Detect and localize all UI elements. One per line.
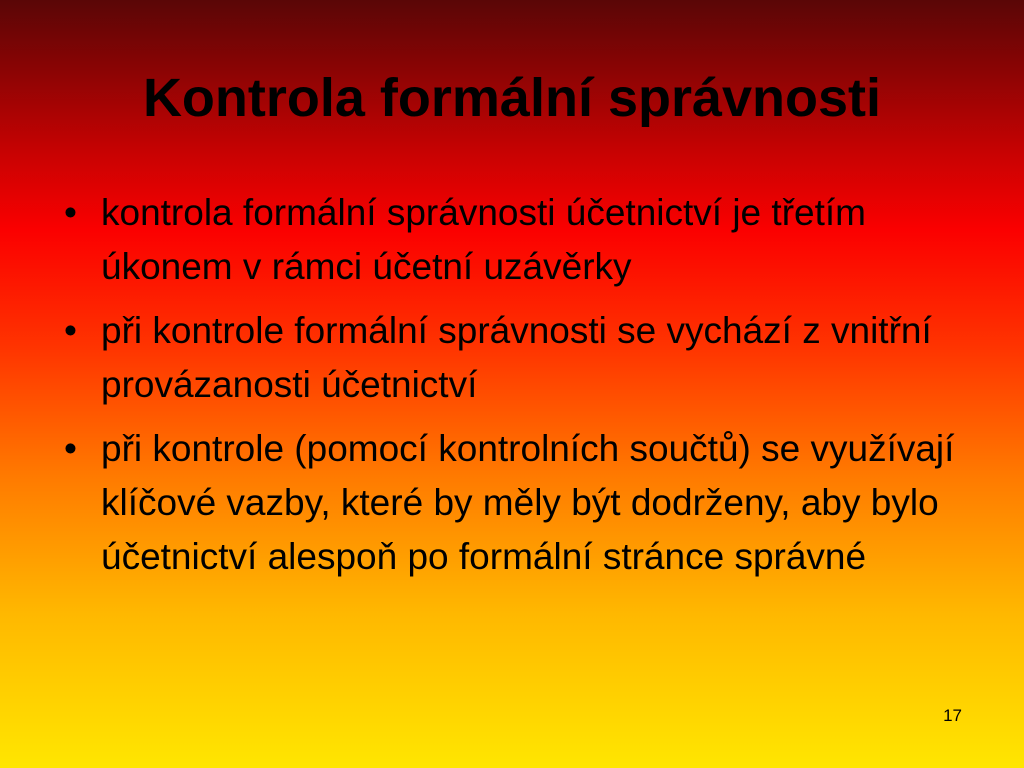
bullet-item-3 bbox=[60, 422, 970, 584]
slide-title: Kontrola formální správnosti bbox=[142, 68, 882, 128]
page-number: 17 bbox=[943, 706, 962, 725]
bullet-text-2: při kontrole formální správnosti se vychází z vnitřní provázanosti účetnictví bbox=[101, 310, 932, 405]
bullet-dot-icon: • bbox=[64, 428, 77, 469]
bullet-item-2 bbox=[60, 304, 970, 412]
bullet-dot-icon: • bbox=[64, 310, 77, 351]
bullet-item-1 bbox=[60, 186, 970, 294]
bullet-list bbox=[60, 186, 970, 594]
bullet-dot-icon: • bbox=[64, 192, 77, 233]
bullet-text-1: kontrola formální správnosti účetnictví je třetím úkonem v rámci účetní uzávěrky bbox=[101, 192, 866, 287]
bullet-text-3: při kontrole (pomocí kontrolních součtů) se využívají klíčové vazby, které by měly být dodrženy, aby bylo účetnictví alespoň po formální stránce správné bbox=[101, 428, 955, 577]
